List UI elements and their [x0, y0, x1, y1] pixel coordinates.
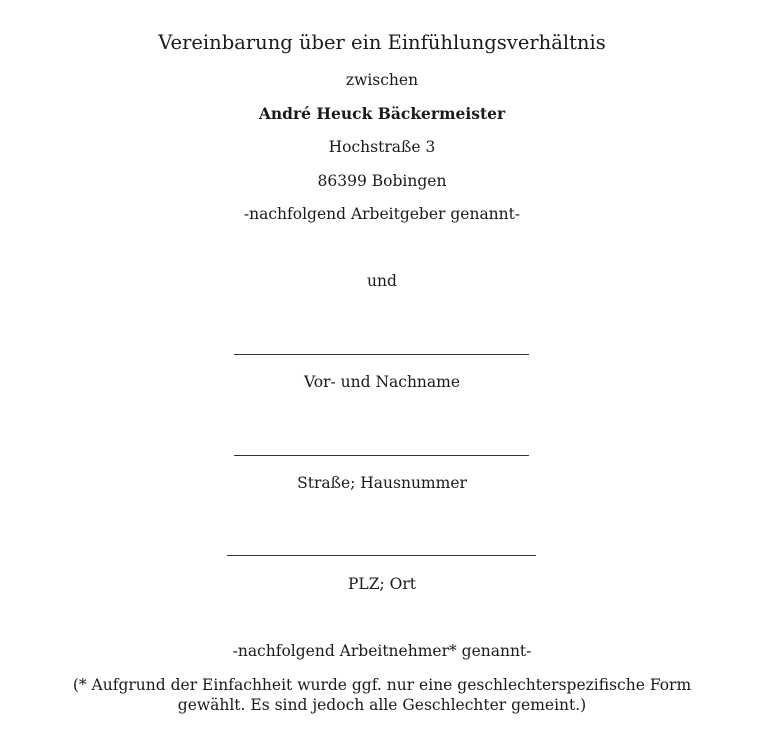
employer-name: André Heuck Bäckermeister	[258, 104, 506, 123]
name-field-label: Vor- und Nachname	[303, 373, 461, 391]
name-signature-line[interactable]	[234, 354, 529, 355]
city-field-label: PLZ; Ort	[348, 575, 416, 593]
employer-street: Hochstraße 3	[328, 138, 436, 156]
street-field-label: Straße; Hausnummer	[297, 474, 467, 492]
document-title: Vereinbarung über ein Einfühlungsverhältnis	[158, 31, 606, 54]
gender-footnote: (* Aufgrund der Einfachheit wurde ggf. nur eine geschlechterspezifische Form gewählt. Es sind jedoch alle Geschlechter gemeint.)	[72, 676, 692, 714]
employee-designation: -nachfolgend Arbeitnehmer* genannt-	[232, 642, 532, 660]
and-text: und	[367, 272, 397, 290]
employer-city: 86399 Bobingen	[317, 172, 447, 190]
between-text: zwischen	[345, 71, 419, 89]
employer-designation: -nachfolgend Arbeitgeber genannt-	[243, 205, 521, 223]
street-signature-line[interactable]	[234, 455, 529, 456]
city-signature-line[interactable]	[227, 555, 536, 556]
